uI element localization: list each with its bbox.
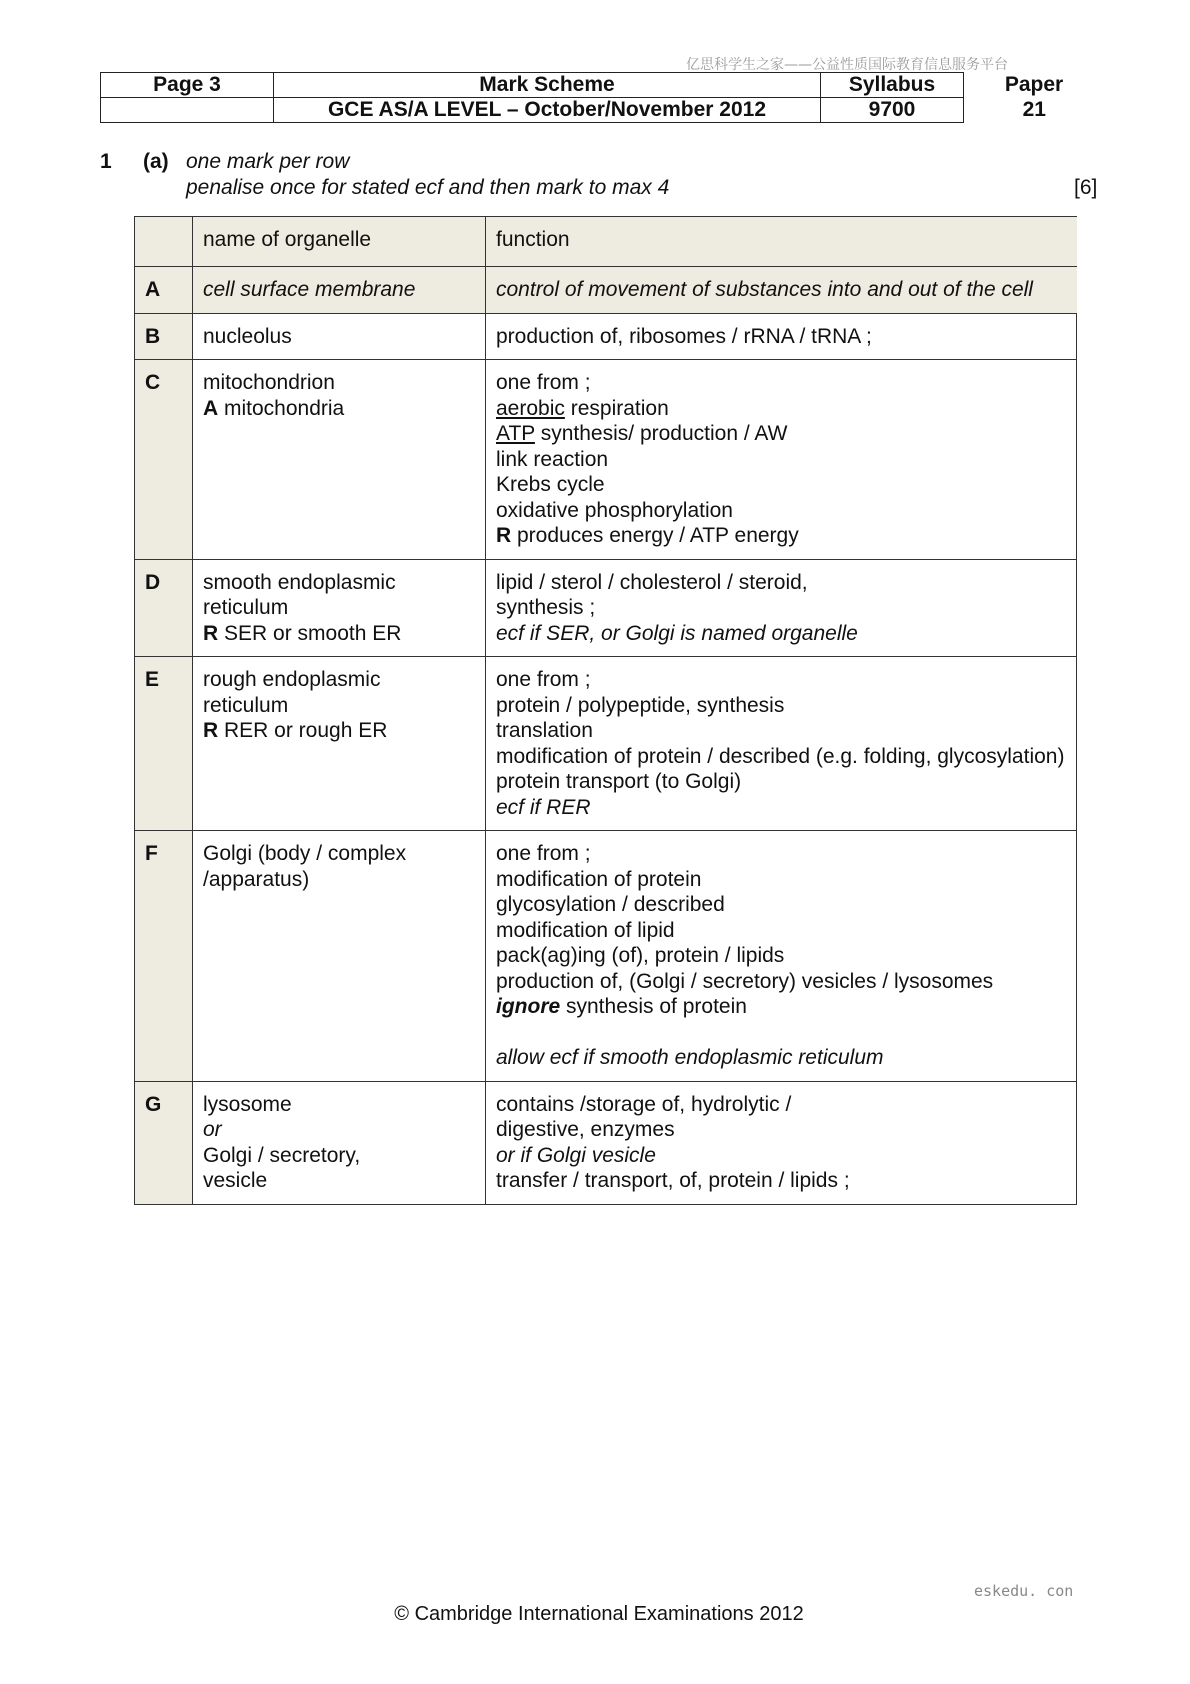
text-segment: synthesis ; bbox=[496, 596, 596, 619]
text-segment: control of movement of substances into and out of the cell bbox=[496, 278, 1033, 301]
paper-number: 21 bbox=[1022, 98, 1046, 121]
text-segment: synthesis of protein bbox=[560, 995, 747, 1018]
text-segment: ecf if SER, or Golgi is named organelle bbox=[496, 621, 858, 645]
document-subtitle: GCE AS/A LEVEL – October/November 2012 bbox=[274, 98, 821, 123]
paper-label: Paper bbox=[1004, 73, 1064, 96]
text-segment: R bbox=[203, 621, 219, 645]
text-segment: protein / polypeptide, synthesis bbox=[496, 693, 785, 717]
function-cell bbox=[486, 313, 1077, 360]
text-segment: pack(ag)ing (of), protein / lipids bbox=[496, 944, 785, 967]
text-segment: vesicle bbox=[203, 1169, 268, 1192]
row-letter: D bbox=[135, 559, 193, 657]
organelle-name-cell bbox=[193, 1081, 486, 1204]
text-segment: respiration bbox=[564, 396, 669, 420]
text-segment: protein transport (to Golgi) bbox=[496, 770, 742, 793]
question-part: (a) bbox=[143, 150, 169, 173]
marking-note-2: penalise once for stated ecf and then mark to max 4 bbox=[186, 176, 670, 199]
page-label: Page 3 bbox=[101, 73, 274, 98]
text-segment: one from ; bbox=[496, 668, 591, 691]
text-segment: smooth endoplasmic bbox=[203, 570, 396, 594]
text-segment: link reaction bbox=[496, 447, 609, 471]
organelle-name-cell bbox=[193, 559, 486, 657]
text-segment: reticulum bbox=[203, 693, 289, 717]
header-table bbox=[100, 72, 1105, 123]
organelle-name-cell bbox=[193, 313, 486, 360]
text-segment: glycosylation / described bbox=[496, 893, 725, 916]
question-number: 1 bbox=[100, 150, 112, 173]
text-segment: Krebs cycle bbox=[496, 473, 605, 496]
page-label-blank bbox=[101, 98, 274, 123]
text-segment: Golgi (body / complex bbox=[203, 842, 407, 865]
organelle-name-cell bbox=[193, 360, 486, 560]
text-segment: one from ; bbox=[496, 371, 591, 394]
organelle-name-cell bbox=[193, 831, 486, 1082]
text-segment: Golgi / secretory, bbox=[203, 1143, 361, 1167]
function-cell bbox=[486, 267, 1077, 314]
text-segment: lipid / sterol / cholesterol / steroid, bbox=[496, 570, 808, 594]
row-letter: E bbox=[135, 657, 193, 831]
text-segment: allow ecf if smooth endoplasmic reticulum bbox=[496, 1046, 884, 1069]
text-segment: modification of protein / described (e.g. folding, glycosylation) bbox=[496, 744, 1065, 768]
text-segment: contains /storage of, hydrolytic / bbox=[496, 1092, 792, 1116]
table-header-row bbox=[135, 217, 1077, 267]
text-segment: production of, (Golgi / secretory) vesicles / lysosomes bbox=[496, 969, 994, 993]
text-segment: ecf if RER bbox=[496, 795, 591, 819]
text-segment: transfer / transport, of, protein / lipids ; bbox=[496, 1169, 850, 1192]
table-row bbox=[135, 360, 1077, 560]
text-segment: synthesis/ production / AW bbox=[534, 422, 788, 445]
text-segment: digestive, enzymes bbox=[496, 1118, 675, 1141]
text-segment: ignore bbox=[496, 995, 561, 1018]
text-segment: produces energy / ATP energy bbox=[511, 524, 799, 547]
text-segment: modification of protein bbox=[496, 867, 702, 891]
syllabus-label: Syllabus bbox=[821, 73, 964, 98]
header-function: function bbox=[486, 217, 1077, 267]
organelle-name-cell bbox=[193, 657, 486, 831]
text-segment: modification of lipid bbox=[496, 918, 675, 942]
text-segment: translation bbox=[496, 719, 593, 742]
row-letter: F bbox=[135, 831, 193, 1082]
table-row bbox=[135, 831, 1077, 1082]
function-cell bbox=[486, 657, 1077, 831]
watermark-top: 亿思科学生之家——公益性质国际教育信息服务平台 bbox=[686, 57, 1008, 73]
text-segment: production of, ribosomes / rRNA / tRNA ; bbox=[496, 324, 872, 348]
marking-note-1: one mark per row bbox=[186, 150, 350, 173]
text-segment: /apparatus) bbox=[203, 867, 310, 891]
copyright-footer: © Cambridge International Examinations 2012 bbox=[394, 1603, 804, 1625]
text-segment: R bbox=[496, 524, 512, 547]
text-segment: cell surface membrane bbox=[203, 278, 416, 301]
text-segment: or bbox=[203, 1118, 222, 1141]
header-letter-cell bbox=[135, 217, 193, 267]
row-letter: C bbox=[135, 360, 193, 560]
text-segment: mitochondria bbox=[218, 396, 345, 420]
text-segment: oxidative phosphorylation bbox=[496, 498, 733, 522]
table-row bbox=[135, 1081, 1077, 1204]
text-segment: rough endoplasmic bbox=[203, 668, 381, 691]
table-row bbox=[135, 267, 1077, 314]
footer-watermark: eskedu. con bbox=[974, 1582, 1074, 1600]
row-letter: B bbox=[135, 313, 193, 360]
syllabus-code: 9700 bbox=[821, 98, 964, 123]
organelle-name-cell bbox=[193, 267, 486, 314]
text-segment: one from ; bbox=[496, 842, 591, 865]
table-row bbox=[135, 313, 1077, 360]
document-title: Mark Scheme bbox=[274, 73, 821, 98]
function-cell bbox=[486, 831, 1077, 1082]
table-row bbox=[135, 657, 1077, 831]
text-segment: R bbox=[203, 719, 219, 742]
question-marks: [6] bbox=[1074, 176, 1098, 199]
organelle-table bbox=[134, 216, 1077, 1205]
text-segment: or if Golgi vesicle bbox=[496, 1143, 656, 1167]
text-segment: lysosome bbox=[203, 1092, 292, 1116]
text-segment: RER or rough ER bbox=[218, 719, 388, 742]
text-segment: aerobic bbox=[496, 396, 565, 420]
text-segment: ATP bbox=[496, 422, 535, 445]
text-segment: A bbox=[203, 396, 219, 420]
row-letter: A bbox=[135, 267, 193, 314]
text-segment: reticulum bbox=[203, 596, 289, 619]
text-segment: mitochondrion bbox=[203, 371, 335, 394]
text-segment: nucleolus bbox=[203, 324, 292, 348]
text-segment: SER or smooth ER bbox=[218, 621, 402, 645]
header-name-of-organelle: name of organelle bbox=[193, 217, 486, 267]
table-row bbox=[135, 559, 1077, 657]
function-cell bbox=[486, 360, 1077, 560]
function-cell bbox=[486, 1081, 1077, 1204]
function-cell bbox=[486, 559, 1077, 657]
row-letter: G bbox=[135, 1081, 193, 1204]
